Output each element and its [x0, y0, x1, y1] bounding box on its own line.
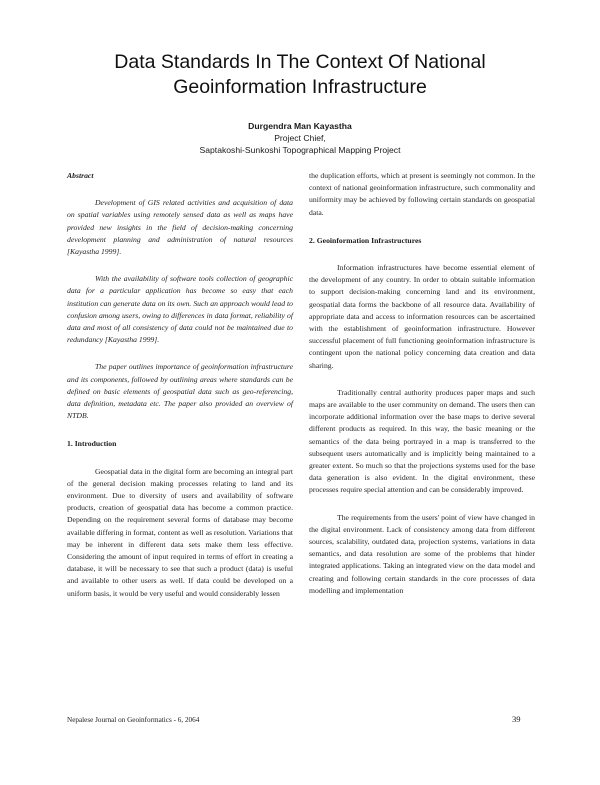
section2-paragraph-2: Traditionally central authority produces paper maps and such maps are available to the user community on demand. The users then can incorporate additional information over the base maps to derive several different products as required. In this way, the basic meaning or the semantics of the data being portrayed in a map is transferred to the subsequent users automatically and is implicitly being maintained to a greater extent. So much so that the projections systems used for the base data generation is also evident. In the digital environment, these processes require special attention and can be considerably improved. [309, 387, 535, 495]
author-role: Project Chief, [274, 133, 326, 143]
abstract-label: Abstract [67, 171, 94, 180]
footer-page-number: 39 [512, 714, 521, 724]
author-name: Durgendra Man Kayastha [248, 121, 352, 131]
author-affiliation: Saptakoshi-Sunkoshi Topographical Mapping Project [199, 145, 401, 155]
abstract-paragraph-3: The paper outlines importance of geoinformation infrastructure and its components, followed by outlining areas where standards can be defined on basic elements of geospatial data such as geo-referencing, data definition, metadata etc. The paper also provided an overview of NTDB. [67, 362, 293, 421]
footer-journal: Nepalese Journal on Geoinformatics - 6, 2064 [67, 716, 200, 724]
section2-paragraph-3: The requirements from the users' point of view have changed in the digital environment. Lack of consistency among data from different sources, scalability, outdated data, projection systems, variations in data semantics, and data resolution are some of the problems that hinder integrated applications. Taking an integrated view on the data model and creating and following certain standards in the core processes of data modelling and implementation [309, 512, 535, 595]
section-heading-geoinformation: 2. Geoinformation Infrastructures [309, 235, 422, 245]
author-block [40, 120, 560, 156]
title-line-2: Geoinformation Infrastructure [173, 76, 427, 98]
abstract-paragraph-2: With the availability of software tools collection of geographic data for a particular application has become so easy that each institution can generate data on its own. Such an approach would lead to confusion among users, owing to differences in data format, reliability of data and most of all consistency of data could not be maintained due to redundancy [Kayastha 1999]. [67, 274, 293, 345]
title-line-1: Data Standards In The Context Of National [114, 51, 486, 73]
left-column [67, 170, 293, 600]
abstract-paragraph-1: Development of GIS related activities and acquisition of data on spatial variables using remotely sensed data as well as maps have provided new insights in the field of decision-making concerning development planning and administration of natural resources [Kayastha 1999]. [67, 198, 293, 257]
right-column [309, 170, 535, 597]
section2-paragraph-1: Information infrastructures have become essential element of the development of any country. In order to obtain suitable information to support decision-making concerning land and its environment, geospatial data forms the backbone of all resource data. Availability of appropriate data and access to information resources can be ascertained with the establishment of geoinformation infrastructure. However successful placement of full functioning geoinformation infrastructure is contingent upon the national policy concerning data creation and data sharing. [309, 263, 535, 370]
paper-title [40, 50, 560, 100]
continuation-paragraph: the duplication efforts, which at present is seemingly not common. In the context of national geoinformation infrastructure, such commonality and uniformity may be achieved by following certain standards on geospatial data. [309, 171, 535, 217]
section-heading-introduction: 1. Introduction [67, 439, 117, 449]
introduction-paragraph-1: Geospatial data in the digital form are becoming an integral part of the general decision making processes relating to land and its environment. Due to diversity of users and availability of software products, creation of geospatial data has become a common practice. Depending on the requirement several forms of database may become available differing in format, content as well as resolution. Variations that may be inherent in different data sets make them less effective. Considering the amount of input required in terms of effort in creating a database, it will be necessary to see that such a product (data) is useful and available to other users as well. If data could be developed on a uniform basis, it would be very useful and would considerably lessen [67, 466, 294, 598]
